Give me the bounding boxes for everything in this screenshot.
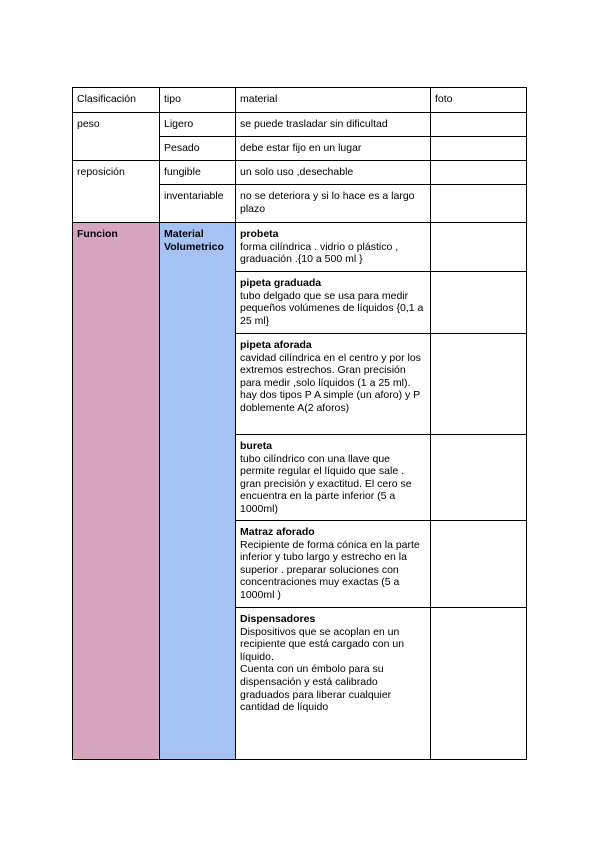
peso-label: peso [73,113,160,161]
material-pipeta-graduada [236,272,431,334]
foto-cell [431,334,527,435]
material-inventariable: no se deteriora y si lo hace es a largo plazo [236,185,431,223]
header-material: material [236,88,431,113]
foto-cell [431,272,527,334]
foto-cell [431,137,527,161]
foto-cell [431,521,527,608]
header-clasificacion: Clasificación [73,88,160,113]
tipo-pesado: Pesado [160,137,236,161]
item-title: Dispensadores [240,613,316,625]
foto-cell [431,185,527,223]
material-pipeta-aforada [236,334,431,435]
funcion-label: Funcion [73,223,160,760]
tipo-ligero: Ligero [160,113,236,137]
tipo-fungible: fungible [160,161,236,185]
table-row [73,113,527,137]
item-title: probeta [240,228,279,240]
tipo-inventariable: inventariable [160,185,236,223]
material-volumetrico-label: Material Volumetrico [160,223,236,760]
classification-table [72,87,527,760]
material-pesado: debe estar fijo en un lugar [236,137,431,161]
header-tipo: tipo [160,88,236,113]
foto-cell [431,161,527,185]
material-matraz-aforado [236,521,431,608]
item-desc: forma cilíndrica . vidrio o plástico , graduación .{10 a 500 ml } [240,240,399,266]
material-ligero: se puede trasladar sin dificultad [236,113,431,137]
foto-cell [431,608,527,760]
material-probeta [236,223,431,272]
table-header-row [73,88,527,113]
material-fungible: un solo uso ,desechable [236,161,431,185]
table-row [73,161,527,185]
material-dispensadores [236,608,431,760]
foto-cell [431,223,527,272]
item-desc: tubo delgado que se usa para medir pequeños volúmenes de líquidos {0,1 a 25 ml} [240,289,424,327]
reposicion-label: reposición [73,161,160,223]
item-desc: Recipiente de forma cónica en la parte inferior y tubo largo y estrecho en la superior . preparar soluciones con concentraciones muy exactas (5 a 1000ml ) [240,538,420,601]
item-title: pipeta graduada [240,277,322,289]
foto-cell [431,435,527,521]
table-row [73,223,527,272]
foto-cell [431,113,527,137]
item-desc: tubo cilíndrico con una llave que permite regular el líquido que sale . gran precisión y exactitud. El cero se encuentra en la parte inferior (5 a 1000ml) [240,452,412,515]
material-bureta [236,435,431,521]
header-foto: foto [431,88,527,113]
item-desc: Dispositivos que se acoplan en un recipiente que está cargado con un líquido. Cuenta con un émbolo para su dispensación y está calibrado graduados para liberar cualquier cantidad de líquido [240,625,405,714]
item-title: bureta [240,440,273,452]
item-title: pipeta aforada [240,339,312,351]
item-title: Matraz aforado [240,526,315,538]
item-desc: cavidad cilíndrica en el centro y por los extremos estrechos. Gran precisión para medir ,solo líquidos (1 a 25 ml). hay dos tipos P A simple (un aforo) y P doblemente A(2 aforos) [240,351,421,414]
